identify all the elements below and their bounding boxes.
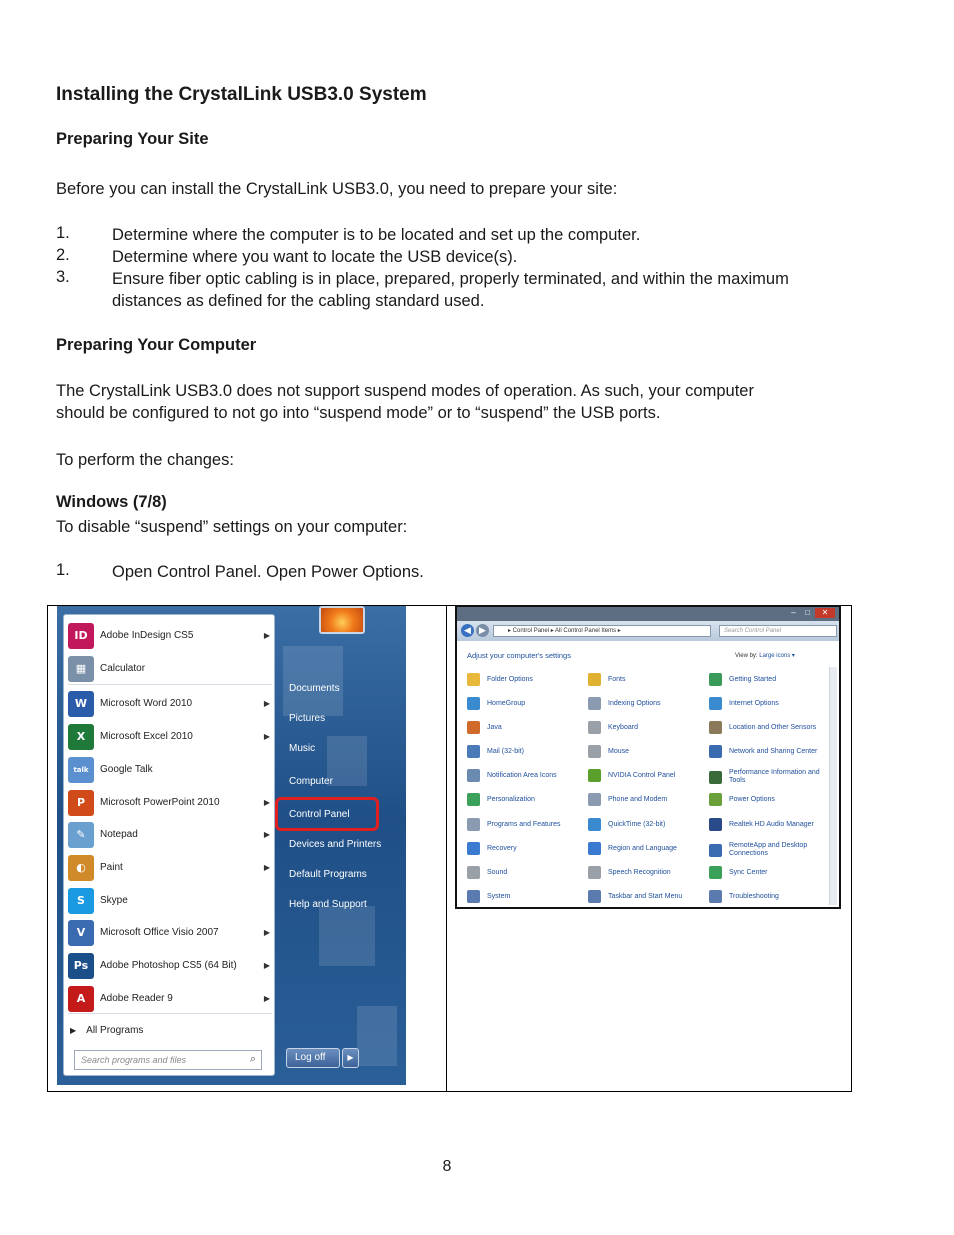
control-panel-item-label: Troubleshooting — [729, 892, 779, 900]
control-panel-item-icon — [467, 697, 480, 710]
control-panel-item[interactable] — [467, 793, 585, 806]
control-panel-item-label: QuickTime (32-bit) — [608, 820, 666, 828]
control-panel-item-label: Programs and Features — [487, 820, 561, 828]
control-panel-item-icon — [588, 697, 601, 710]
control-panel-item-icon — [588, 673, 601, 686]
control-panel-item-icon — [588, 866, 601, 879]
control-panel-item-label: Personalization — [487, 795, 535, 803]
program-item[interactable] — [64, 619, 276, 652]
control-panel-item-icon — [467, 818, 480, 831]
control-panel-item-label: RemoteApp and Desktop Connections — [729, 842, 808, 857]
submenu-arrow-icon[interactable]: ▶ — [263, 631, 270, 640]
start-right-item[interactable]: Control Panel — [289, 809, 350, 820]
desktop-shape — [327, 736, 367, 786]
control-panel-item-icon — [709, 793, 722, 806]
view-by-label: View by: — [735, 653, 758, 659]
control-panel-item-icon — [467, 721, 480, 734]
start-right-item[interactable]: Documents — [289, 683, 340, 694]
control-panel-item-icon — [588, 721, 601, 734]
program-label: Adobe Photoshop CS5 (64 Bit) — [100, 960, 237, 971]
indesign-icon: ID — [68, 623, 94, 649]
control-panel-item-label: Notification Area Icons — [487, 771, 557, 779]
control-panel-item-icon — [709, 890, 722, 903]
all-programs-label: All Programs — [86, 1025, 144, 1036]
control-panel-item-icon — [709, 844, 722, 857]
program-item[interactable] — [64, 753, 276, 786]
control-panel-item[interactable] — [709, 842, 827, 858]
control-panel-highlight — [275, 797, 379, 831]
submenu-arrow-icon[interactable]: ▶ — [263, 994, 270, 1003]
program-label: Calculator — [100, 663, 146, 674]
control-panel-item[interactable] — [467, 745, 585, 758]
control-panel-item[interactable] — [467, 890, 585, 903]
control-panel-item-label: Phone and Modem — [608, 795, 668, 803]
step-text: Open Control Panel. Open Power Options. — [112, 563, 424, 581]
control-panel-item-icon — [467, 842, 480, 855]
control-panel-item[interactable] — [467, 866, 585, 879]
control-panel-item-label: Sound — [487, 868, 508, 876]
program-item[interactable] — [64, 982, 276, 1015]
program-label: Notepad — [100, 829, 138, 840]
log-off-options-button[interactable]: ▶ — [342, 1048, 359, 1068]
control-panel-item[interactable] — [709, 721, 827, 734]
start-right-item[interactable]: Computer — [289, 776, 333, 787]
submenu-arrow-icon[interactable]: ▶ — [263, 961, 270, 970]
control-panel-item[interactable] — [709, 769, 827, 785]
control-panel-item-icon — [709, 866, 722, 879]
control-panel-item-label: Mail (32-bit) — [487, 747, 524, 755]
control-panel-item[interactable] — [588, 818, 706, 831]
paint-icon: ◐ — [68, 855, 94, 881]
google-talk-icon: talk — [68, 757, 94, 783]
back-icon[interactable]: ◀ — [461, 624, 474, 637]
forward-icon[interactable]: ▶ — [476, 624, 489, 637]
start-search-input[interactable] — [74, 1050, 262, 1070]
program-label: Microsoft PowerPoint 2010 — [100, 797, 220, 808]
control-panel-item-label: Mouse — [608, 747, 630, 755]
window-titlebar — [457, 607, 839, 621]
control-panel-item[interactable] — [467, 673, 585, 686]
visio-icon: V — [68, 920, 94, 946]
menu-separator — [68, 1013, 272, 1014]
control-panel-item-label: Recovery — [487, 844, 517, 852]
calculator-icon: ▦ — [68, 656, 94, 682]
control-panel-item-icon — [588, 745, 601, 758]
scrollbar[interactable] — [829, 667, 837, 905]
word-icon: W — [68, 691, 94, 717]
control-panel-item-label: Fonts — [608, 675, 626, 683]
control-panel-item[interactable] — [467, 697, 585, 710]
step-number: 1. — [56, 224, 70, 242]
control-panel-item-icon — [709, 721, 722, 734]
submenu-arrow-icon[interactable]: ▶ — [263, 732, 270, 741]
start-right-item[interactable]: Help and Support — [289, 899, 367, 910]
program-item[interactable] — [64, 916, 276, 949]
perform-changes: To perform the changes: — [56, 451, 234, 469]
close-icon[interactable]: ✕ — [815, 608, 835, 618]
control-panel-item-label: Power Options — [729, 795, 775, 803]
section-heading-computer: Preparing Your Computer — [56, 336, 257, 354]
control-panel-item-label: HomeGroup — [487, 699, 526, 707]
program-label: Paint — [100, 862, 123, 873]
control-panel-item-label: Indexing Options — [608, 699, 661, 707]
submenu-arrow-icon[interactable]: ▶ — [263, 699, 270, 708]
control-panel-item[interactable] — [467, 842, 585, 855]
control-panel-item-icon — [467, 793, 480, 806]
notepad-icon: ✎ — [68, 822, 94, 848]
control-panel-item[interactable] — [588, 890, 706, 903]
control-panel-item-label: Performance Information and Tools — [729, 769, 820, 784]
program-label: Adobe InDesign CS5 — [100, 630, 194, 641]
desktop-shape — [319, 906, 375, 966]
control-panel-item-icon — [709, 745, 722, 758]
start-right-item[interactable]: Default Programs — [289, 869, 367, 880]
program-item[interactable] — [64, 884, 276, 917]
computer-para-line1: The CrystalLink USB3.0 does not support suspend modes of operation. As such, your computer — [56, 382, 754, 400]
control-panel-item-icon — [467, 745, 480, 758]
control-panel-item[interactable] — [709, 697, 827, 710]
control-panel-item[interactable] — [588, 745, 706, 758]
control-panel-item-label: Getting Started — [729, 675, 777, 683]
view-by[interactable] — [735, 652, 795, 659]
control-panel-item-label: System — [487, 892, 511, 900]
step-number: 2. — [56, 246, 70, 264]
control-panel-item[interactable] — [467, 818, 585, 831]
control-panel-item-icon — [588, 769, 601, 782]
control-panel-item-label: Location and Other Sensors — [729, 723, 817, 731]
adobe-reader-icon: A — [68, 986, 94, 1012]
control-panel-item[interactable] — [467, 769, 585, 782]
control-panel-item-label: Taskbar and Start Menu — [608, 892, 683, 900]
breadcrumb[interactable]: ▸ Control Panel ▸ All Control Panel Items ▸ — [493, 625, 711, 637]
control-panel-item-icon — [709, 771, 722, 784]
photoshop-icon: Ps — [68, 953, 94, 979]
control-panel-item[interactable] — [588, 842, 706, 855]
program-item[interactable] — [64, 652, 276, 685]
control-panel-item[interactable] — [709, 745, 827, 758]
start-right-item[interactable]: Pictures — [289, 713, 326, 724]
control-panel-item-icon — [588, 793, 601, 806]
control-panel-item-label: NVIDIA Control Panel — [608, 771, 676, 779]
submenu-arrow-icon[interactable]: ▶ — [263, 863, 270, 872]
control-panel-item[interactable] — [709, 866, 827, 879]
control-panel-item[interactable] — [588, 769, 706, 782]
control-panel-item-icon — [467, 890, 480, 903]
page-title: Installing the CrystalLink USB3.0 System — [56, 84, 427, 105]
user-avatar — [319, 606, 365, 634]
control-panel-search-input[interactable]: Search Control Panel — [719, 625, 837, 637]
control-panel-item[interactable] — [467, 721, 585, 734]
menu-separator — [68, 684, 272, 685]
control-panel-item[interactable] — [588, 697, 706, 710]
control-panel-item[interactable] — [709, 673, 827, 686]
program-label: Adobe Reader 9 — [100, 993, 173, 1004]
program-item[interactable] — [64, 687, 276, 720]
program-item[interactable] — [64, 720, 276, 753]
control-panel-item-icon — [467, 769, 480, 782]
control-panel-item[interactable] — [709, 818, 827, 831]
programs-pane — [63, 614, 275, 1076]
program-item[interactable] — [64, 949, 276, 982]
submenu-arrow-icon[interactable]: ▶ — [263, 830, 270, 839]
control-panel-item-label: Folder Options — [487, 675, 533, 683]
program-label: Microsoft Excel 2010 — [100, 731, 193, 742]
program-label: Microsoft Office Visio 2007 — [100, 927, 219, 938]
control-panel-item-label: Region and Language — [608, 844, 677, 852]
section-heading-site: Preparing Your Site — [56, 130, 209, 148]
table-divider — [446, 606, 447, 1091]
control-panel-item[interactable] — [709, 890, 827, 903]
skype-icon: S — [68, 888, 94, 914]
all-programs-arrow-icon: ▶ — [70, 1026, 77, 1035]
control-panel-screenshot — [455, 605, 841, 909]
maximize-icon[interactable]: □ — [805, 608, 810, 617]
all-programs-link[interactable] — [70, 1025, 143, 1036]
program-label: Google Talk — [100, 764, 153, 775]
control-panel-item-label: Internet Options — [729, 699, 779, 707]
control-panel-item-label: Sync Center — [729, 868, 768, 876]
minimize-icon[interactable]: – — [791, 608, 796, 617]
excel-icon: X — [68, 724, 94, 750]
submenu-arrow-icon[interactable]: ▶ — [263, 928, 270, 937]
control-panel-item-icon — [588, 818, 601, 831]
control-panel-item-label: Java — [487, 723, 502, 731]
address-bar — [457, 621, 839, 641]
log-off-button[interactable]: Log off — [286, 1048, 340, 1068]
cp-header: Adjust your computer's settings — [467, 651, 571, 660]
powerpoint-icon: P — [68, 790, 94, 816]
step-number: 1. — [56, 561, 70, 579]
view-by-dropdown[interactable]: Large icons ▾ — [759, 653, 795, 659]
windows-intro: To disable “suspend” settings on your computer: — [56, 518, 408, 536]
control-panel-item-icon — [709, 673, 722, 686]
program-label: Skype — [100, 895, 128, 906]
control-panel-item-icon — [467, 673, 480, 686]
control-panel-item-label: Realtek HD Audio Manager — [729, 820, 814, 828]
control-panel-item-label: Network and Sharing Center — [729, 747, 818, 755]
control-panel-item-label: Speech Recognition — [608, 868, 671, 876]
start-right-item[interactable]: Music — [289, 743, 316, 754]
computer-para-line2: should be configured to not go into “suspend mode” or to “suspend” the USB ports. — [56, 404, 661, 422]
control-panel-item-icon — [709, 818, 722, 831]
program-item[interactable] — [64, 786, 276, 819]
page-number: 8 — [442, 1158, 452, 1175]
control-panel-item-icon — [467, 866, 480, 879]
desktop-shape — [357, 1006, 397, 1066]
start-menu-screenshot — [57, 606, 406, 1085]
control-panel-item[interactable] — [588, 793, 706, 806]
program-item[interactable] — [64, 818, 276, 851]
control-panel-item[interactable] — [588, 673, 706, 686]
search-icon[interactable]: ⌕ — [249, 1053, 256, 1065]
step-number: 3. — [56, 268, 70, 286]
desktop-shape — [283, 646, 343, 716]
program-label: Microsoft Word 2010 — [100, 698, 193, 709]
control-panel-item-label: Keyboard — [608, 723, 638, 731]
windows-heading: Windows (7/8) — [56, 493, 167, 511]
control-panel-item[interactable] — [588, 721, 706, 734]
control-panel-item-icon — [709, 697, 722, 710]
submenu-arrow-icon[interactable]: ▶ — [263, 798, 270, 807]
search-placeholder: Search programs and files — [81, 1055, 187, 1065]
step-text: Determine where the computer is to be located and set up the computer. — [112, 226, 641, 244]
step-text: Ensure fiber optic cabling is in place, prepared, properly terminated, and within the maximum distances as defined for the cabling standard used. — [112, 270, 789, 310]
control-panel-item-icon — [588, 842, 601, 855]
control-panel-item[interactable] — [588, 866, 706, 879]
site-intro: Before you can install the CrystalLink USB3.0, you need to prepare your site: — [56, 180, 618, 198]
step-text: Determine where you want to locate the USB device(s). — [112, 248, 518, 266]
control-panel-item[interactable] — [709, 793, 827, 806]
start-right-item[interactable]: Devices and Printers — [289, 839, 382, 850]
program-item[interactable] — [64, 851, 276, 884]
control-panel-item-icon — [588, 890, 601, 903]
